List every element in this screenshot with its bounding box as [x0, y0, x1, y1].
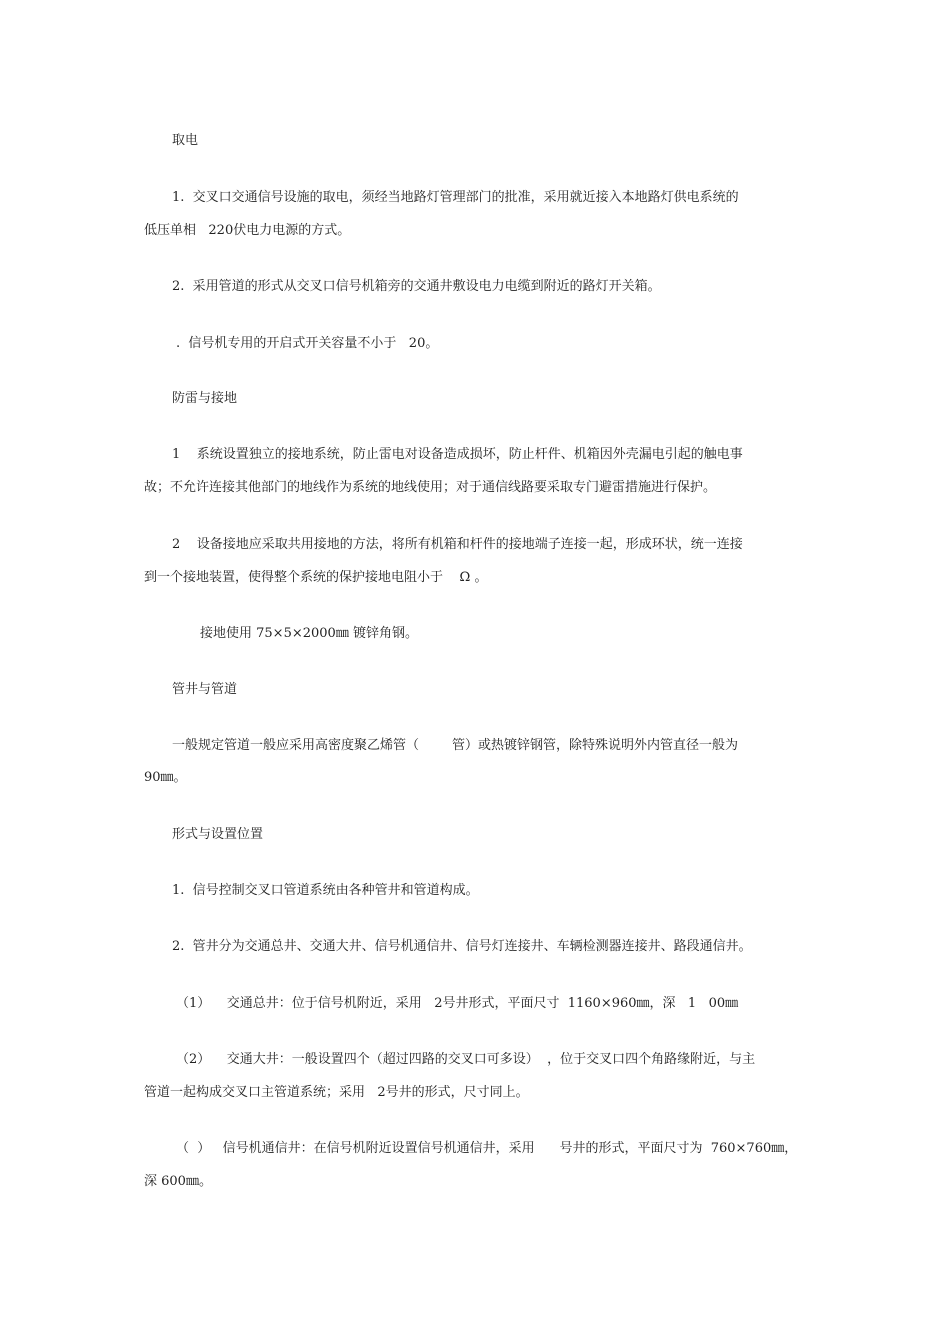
paragraph-line: 1 系统设置独立的接地系统，防止雷电对设备造成损坏，防止杆件、机箱因外壳漏电引起的触电事 — [172, 447, 743, 462]
paragraph-line: （1） 交通总井：位于信号机附近，采用 2号井形式，平面尺寸 1160×960㎜，深 1 00㎜ — [176, 996, 739, 1011]
heading-power-supply: 取电 — [172, 133, 199, 148]
paragraph-line: 管道一起构成交叉口主管道系统；采用 2号井的形式，尺寸同上。 — [144, 1085, 529, 1100]
paragraph-line: 低压单相 220伏电力电源的方式。 — [144, 223, 351, 238]
paragraph-line: 深 600㎜。 — [144, 1174, 212, 1189]
paragraph-line: 1. 交叉口交通信号设施的取电，须经当地路灯管理部门的批准，采用就近接入本地路灯供电系统的 — [172, 190, 739, 205]
paragraph-line: 2. 管井分为交通总井、交通大井、信号机通信井、信号灯连接井、车辆检测器连接井、路段通信井。 — [172, 939, 752, 954]
paragraph-line: （2） 交通大井：一般设置四个（超过四路的交叉口可多设） ，位于交叉口四个角路缘附近，与主 — [176, 1052, 756, 1067]
paragraph-line: 2 设备接地应采取共用接地的方法，将所有机箱和杆件的接地端子连接一起，形成环状，统一连接 — [172, 537, 743, 552]
paragraph-line: . 信号机专用的开启式开关容量不小于 20。 — [176, 336, 439, 351]
paragraph-line: 一般规定管道一般应采用高密度聚乙烯管（ 管）或热镀锌钢管，除特殊说明外内管直径一般为 — [172, 738, 739, 753]
paragraph-line: （ ） 信号机通信井：在信号机附近设置信号机通信井，采用 号井的形式，平面尺寸为 760×760㎜， — [176, 1141, 798, 1156]
paragraph-line: 接地使用 75×5×2000㎜ 镀锌角钢。 — [200, 626, 418, 641]
paragraph-line: 1. 信号控制交叉口管道系统由各种管井和管道构成。 — [172, 883, 479, 898]
paragraph-line: 到一个接地装置，使得整个系统的保护接地电阻小于 Ω 。 — [144, 570, 488, 585]
paragraph-line: 2. 采用管道的形式从交叉口信号机箱旁的交通井敷设电力电缆到附近的路灯开关箱。 — [172, 279, 661, 294]
paragraph-line: 90㎜。 — [144, 770, 187, 785]
heading-form-location: 形式与设置位置 — [172, 827, 264, 842]
heading-lightning-grounding: 防雷与接地 — [172, 391, 238, 406]
heading-manholes-ducts: 管井与管道 — [172, 682, 238, 697]
paragraph-line: 故；不允许连接其他部门的地线作为系统的地线使用；对于通信线路要采取专门避雷措施进行保护。 — [144, 480, 717, 495]
